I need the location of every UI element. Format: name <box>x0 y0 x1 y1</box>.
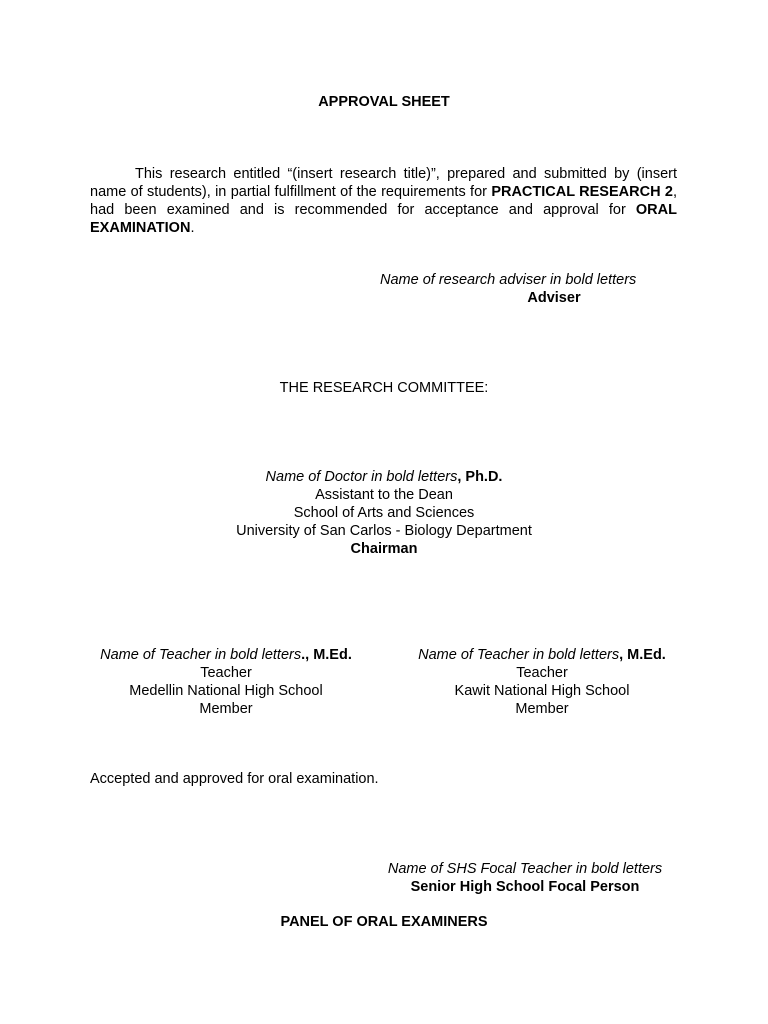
member-school: Kawit National High School <box>454 683 630 699</box>
chairman-school: School of Arts and Sciences <box>293 505 475 521</box>
member-block-right <box>392 646 692 718</box>
member-role: Member <box>515 701 569 717</box>
exam-name: ORAL EXAMINATION <box>90 202 677 236</box>
focal-role: Senior High School Focal Person <box>410 879 640 895</box>
focal-person-block <box>340 860 710 896</box>
panel-heading: PANEL OF ORAL EXAMINERS <box>280 914 488 930</box>
member-role: Member <box>199 701 253 717</box>
chairman-block <box>184 468 584 558</box>
member-name: Name of Teacher in bold letters <box>100 647 302 663</box>
paragraph-text-3: . <box>190 220 195 236</box>
paragraph-text-2: , had been examined and is recommended for acceptance and approval for <box>90 184 677 218</box>
member-name-line <box>392 646 692 664</box>
course-name: PRACTICAL RESEARCH 2 <box>491 184 673 200</box>
committee-heading: THE RESEARCH COMMITTEE: <box>279 380 489 396</box>
chairman-name-line <box>184 468 584 486</box>
member-name: Name of Teacher in bold letters <box>418 647 620 663</box>
chairman-name: Name of Doctor in bold letters <box>265 469 458 485</box>
chairman-position: Assistant to the Dean <box>315 487 453 503</box>
document-title: APPROVAL SHEET <box>318 94 450 110</box>
chairman-degree: , Ph.D. <box>457 469 503 485</box>
chairman-university: University of San Carlos - Biology Department <box>236 523 532 539</box>
member-degree: ., M.Ed. <box>301 647 352 663</box>
member-position: Teacher <box>516 665 568 681</box>
member-degree: , M.Ed. <box>619 647 666 663</box>
acceptance-statement: Accepted and approved for oral examination. <box>90 771 379 787</box>
adviser-role: Adviser <box>527 290 581 306</box>
approval-paragraph <box>90 165 677 237</box>
focal-name: Name of SHS Focal Teacher in bold letters <box>387 861 663 877</box>
member-position: Teacher <box>200 665 252 681</box>
chairman-role: Chairman <box>350 541 418 557</box>
member-school: Medellin National High School <box>129 683 323 699</box>
member-name-line <box>76 646 376 664</box>
adviser-name: Name of research adviser in bold letters <box>380 272 637 288</box>
member-block-left <box>76 646 376 718</box>
paragraph-text-1: This research entitled “(insert research title)”, prepared and submitted by (insert name of students), in partial fulfillment of the requirements for <box>90 166 677 200</box>
